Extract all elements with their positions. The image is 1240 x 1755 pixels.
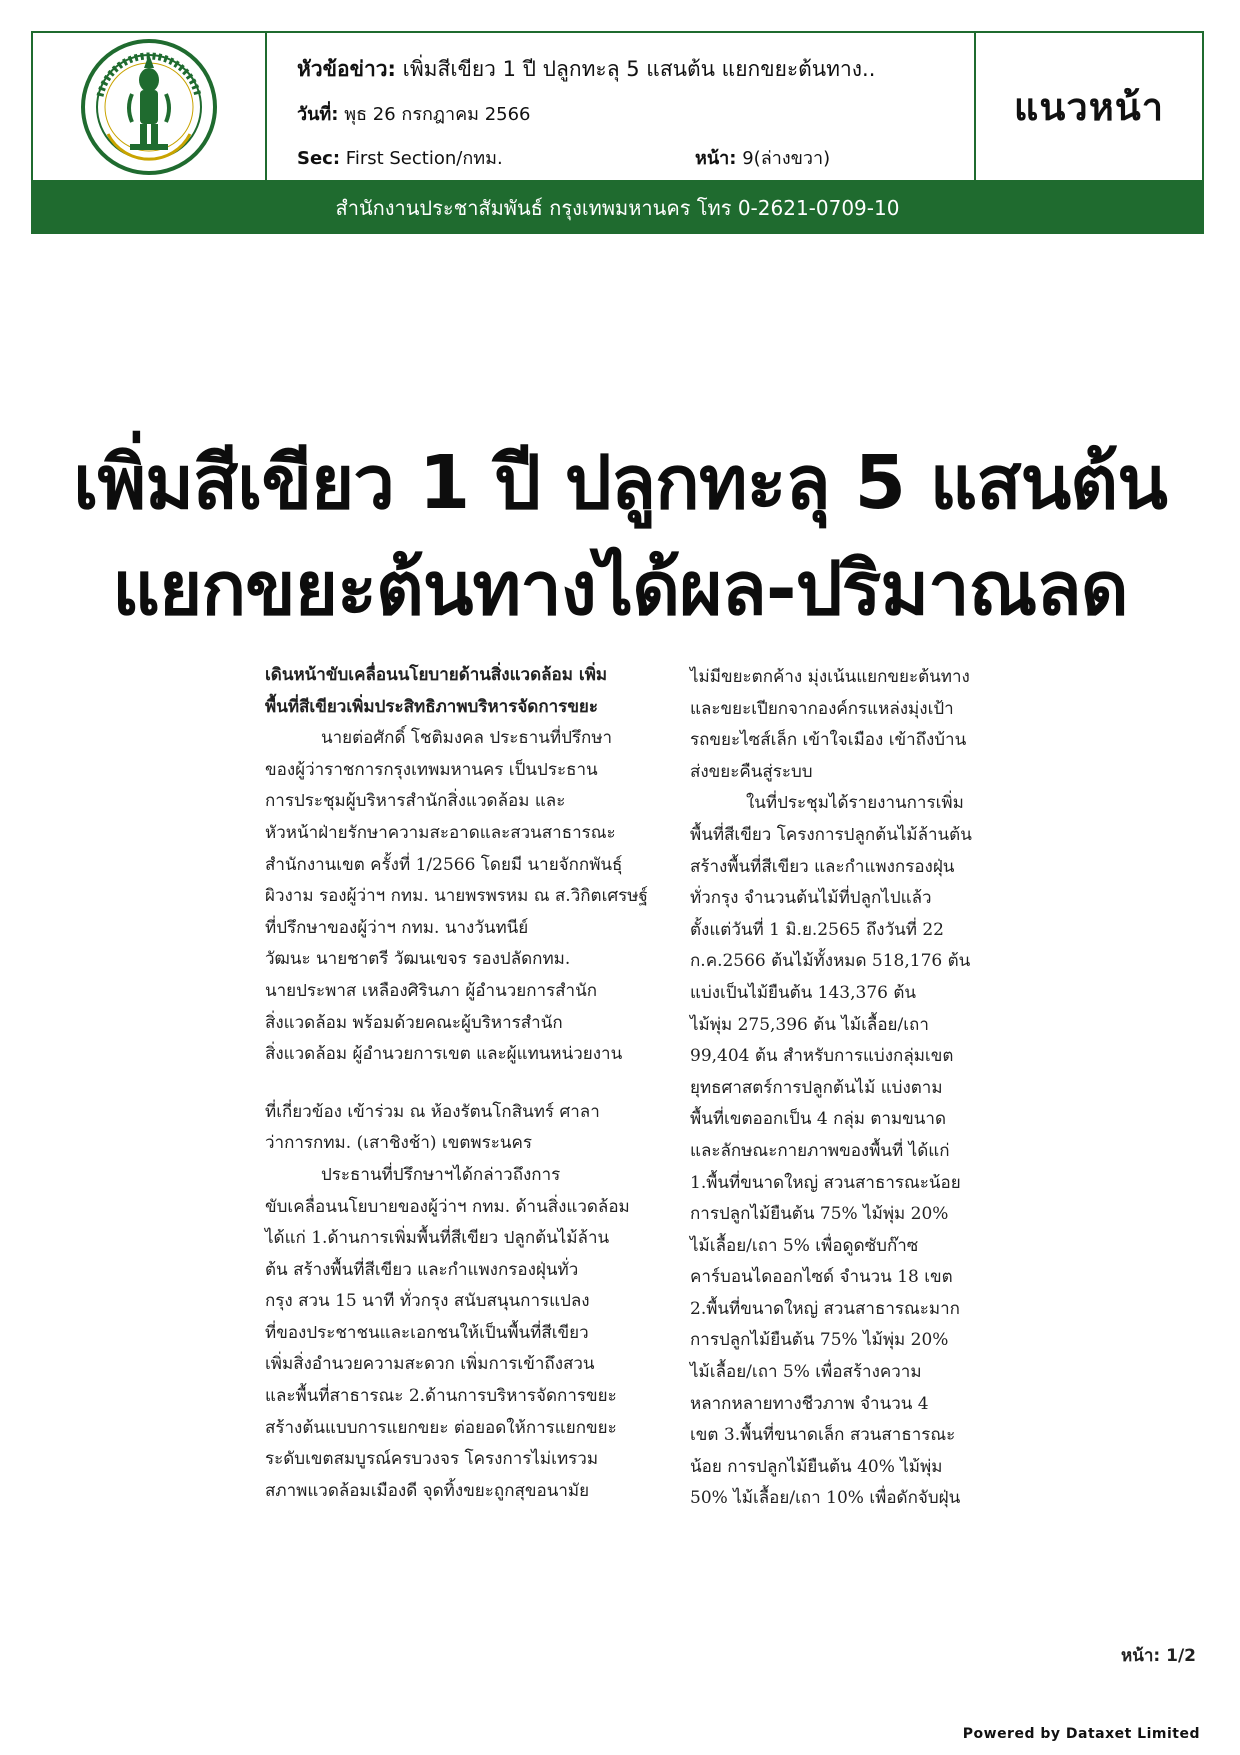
powered-by: Powered by Dataxet Limited xyxy=(962,1726,1200,1742)
page-number: หน้า: 1/2 xyxy=(1121,1646,1196,1666)
article-text-line: สิ่งแวดล้อม พร้อมด้วยคณะผู้บริหารสำนัก xyxy=(265,1012,563,1033)
headline-meta xyxy=(297,53,875,86)
page-meta xyxy=(695,143,830,172)
headline-label: หัวข้อข่าว: xyxy=(297,57,396,81)
title-line-2: แยกขยะต้นทางได้ผล-ปริมาณลด xyxy=(112,546,1128,632)
sec-label: Sec: xyxy=(297,148,341,169)
article-text-line: สร้างต้นแบบการแยกขยะ ต่อยอดให้การแยกขยะ xyxy=(265,1417,617,1438)
sec-value: First Section/กทม. xyxy=(345,148,503,169)
article-text-line: หลากหลายทางชีวภาพ จำนวน 4 xyxy=(690,1393,929,1414)
article-text-line: ก.ค.2566 ต้นไม้ทั้งหมด 518,176 ต้น xyxy=(690,951,971,972)
article-text-line: ตั้งแต่วันที่ 1 มิ.ย.2565 ถึงวันที่ 22 xyxy=(690,919,944,940)
article-text-line: ไม้เลื้อย/เถา 5% เพื่อดูดซับก๊าซ xyxy=(690,1235,919,1256)
bangkok-seal-icon xyxy=(80,38,218,176)
logo-cell xyxy=(33,33,267,180)
article-text-line: การปลูกไม้ยืนต้น 75% ไม้พุ่ม 20% xyxy=(690,1330,949,1351)
date-label: วันที่: xyxy=(297,104,339,125)
article-text-line: กรุง สวน 15 นาที ทั่วกรุง สนับสนุนการแปลง xyxy=(265,1291,590,1312)
article-text-line: ทั่วกรุง จำนวนต้นไม้ที่ปลูกไปแล้ว xyxy=(690,888,932,909)
article-text-line: และลักษณะกายภาพของพื้นที่ ได้แก่ xyxy=(690,1140,950,1161)
article-text-line: สภาพแวดล้อมเมืองดี จุดทิ้งขยะถูกสุขอนามัย xyxy=(265,1480,590,1501)
article-text-line: ระดับเขตสมบูรณ์ครบวงจร โครงการไม่เทรวม xyxy=(265,1449,599,1470)
article-text-line: รถขยะไซส์เล็ก เข้าใจเมือง เข้าถึงบ้าน xyxy=(690,730,967,751)
article-text-line: 50% ไม้เลื้อย/เถา 10% เพื่อดักจับฝุ่น xyxy=(690,1488,961,1509)
publication-name: แนวหน้า xyxy=(1013,85,1165,129)
article-text-line: ต้น สร้างพื้นที่สีเขียว และกำแพงกรองฝุ่นทั่ว xyxy=(265,1259,579,1280)
article-column-right xyxy=(690,662,1000,1515)
date-meta xyxy=(297,99,531,128)
article-text-line: พื้นที่สีเขียวเพิ่มประสิทธิภาพบริหารจัดการขยะ xyxy=(265,696,599,717)
page-value: 9(ล่างขวา) xyxy=(742,148,831,169)
article-text-line: ไม่มีขยะตกค้าง มุ่งเน้นแยกขยะต้นทาง xyxy=(690,667,970,687)
article-text-line: นายต่อศักดิ์ โชติมงคล ประธานที่ปรึกษา xyxy=(321,728,613,749)
article-text-line: เดินหน้าขับเคลื่อนนโยบายด้านสิ่งแวดล้อม เพิ่ม xyxy=(265,665,608,685)
page-label: หน้า: xyxy=(695,148,737,169)
article-text-line: คาร์บอนไดออกไซด์ จำนวน 18 เขต xyxy=(690,1267,953,1288)
article-text-line: ในที่ประชุมได้รายงานการเพิ่ม xyxy=(746,793,964,814)
headline-value: เพิ่มสีเขียว 1 ปี ปลูกทะลุ 5 แสนต้น แยกขยะต้นทาง.. xyxy=(402,57,876,81)
article-column-left xyxy=(265,660,665,1507)
article-text-line: ขับเคลื่อนนโยบายของผู้ว่าฯ กทม. ด้านสิ่งแวดล้อม xyxy=(265,1196,630,1217)
article-text-line: ที่ปรึกษาของผู้ว่าฯ กทม. นางวันทนีย์ xyxy=(265,917,529,938)
article-text-line: ประธานที่ปรึกษาฯได้กล่าวถึงการ xyxy=(321,1164,561,1185)
article-text-line: หัวหน้าฝ่ายรักษาความสะอาดและสวนสาธารณะ xyxy=(265,822,616,843)
article-text-line: นายประพาส เหลืองศิรินภา ผู้อำนวยการสำนัก xyxy=(265,980,598,1001)
article-text-line: ที่เกี่ยวข้อง เข้าร่วม ณ ห้องรัตนโกสินทร์ ศาลา xyxy=(265,1101,600,1122)
article-text-line: พื้นที่สีเขียว โครงการปลูกต้นไม้ล้านต้น xyxy=(690,824,972,845)
article-text-line: 1.พื้นที่ขนาดใหญ่ สวนสาธารณะน้อย xyxy=(690,1172,961,1193)
article-text-line: วัฒนะ นายชาตรี วัฒนเขจร รองปลัดกทม. xyxy=(265,949,571,970)
section-meta xyxy=(297,143,503,172)
article-text-line: ได้แก่ 1.ด้านการเพิ่มพื้นที่สีเขียว ปลูกต้นไม้ล้าน xyxy=(265,1228,610,1249)
article-text-line: ส่งขยะคืนสู่ระบบ xyxy=(690,761,813,782)
article-text-line: เขต 3.พื้นที่ขนาดเล็ก สวนสาธารณะ xyxy=(690,1425,956,1446)
article-text-line: และพื้นที่สาธารณะ 2.ด้านการบริหารจัดการขยะ xyxy=(265,1386,617,1407)
article-text-line: เพิ่มสิ่งอำนวยความสะดวก เพิ่มการเข้าถึงสวน xyxy=(265,1354,595,1375)
article-text-line: ไม้เลื้อย/เถา 5% เพื่อสร้างความ xyxy=(690,1362,922,1383)
article-text-line: ไม้พุ่ม 275,396 ต้น ไม้เลื้อย/เถา xyxy=(690,1014,929,1035)
article-text-line: แบ่งเป็นไม้ยืนต้น 143,376 ต้น xyxy=(690,982,917,1003)
article-text-line: สำนักงานเขต ครั้งที่ 1/2566 โดยมี นายจักกพันธุ์ xyxy=(265,854,623,875)
article-text-line: ที่ของประชาชนและเอกชนให้เป็นพื้นที่สีเขียว xyxy=(265,1322,589,1343)
article-text-line: สิ่งแวดล้อม ผู้อำนวยการเขต และผู้แทนหน่วยงาน xyxy=(265,1044,623,1065)
clipping-info xyxy=(267,33,976,180)
clipping-header xyxy=(31,31,1204,182)
article-text-line: ของผู้ว่าราชการกรุงเทพมหานคร เป็นประธาน xyxy=(265,759,598,780)
article-text-line: สร้างพื้นที่สีเขียว และกำแพงกรองฝุ่น xyxy=(690,856,955,877)
article-text-line: ผิวงาม รองผู้ว่าฯ กทม. นายพรพรหม ณ ส.วิกิตเศรษฐ์ xyxy=(265,886,648,907)
article-text-line: น้อย การปลูกไม้ยืนต้น 40% ไม้พุ่ม xyxy=(690,1456,943,1477)
article-text-line: การประชุมผู้บริหารสำนักสิ่งแวดล้อม และ xyxy=(265,791,566,812)
article-text-line: และขยะเปียกจากองค์กรแหล่งมุ่งเป้า xyxy=(690,698,954,719)
column-gap xyxy=(265,1071,665,1097)
article-text-line: ว่าการกทม. (เสาชิงช้า) เขตพระนคร xyxy=(265,1133,532,1154)
title-line-1: เพิ่มสีเขียว 1 ปี ปลูกทะลุ 5 แสนต้น xyxy=(73,440,1167,526)
article-text-line: 2.พื้นที่ขนาดใหญ่ สวนสาธารณะมาก xyxy=(690,1298,960,1319)
date-value: พุธ 26 กรกฎาคม 2566 xyxy=(344,104,531,125)
article-text-line: ยุทธศาสตร์การปลูกต้นไม้ แบ่งตาม xyxy=(690,1077,943,1098)
publication-cell xyxy=(976,33,1202,180)
article-text-line: 99,404 ต้น สำหรับการแบ่งกลุ่มเขต xyxy=(690,1046,954,1067)
contact-banner: สำนักงานประชาสัมพันธ์ กรุงเทพมหานคร โทร 0-2621-0709-10 xyxy=(31,182,1204,234)
article-title xyxy=(60,430,1180,642)
article-text-line: พื้นที่เขตออกเป็น 4 กลุ่ม ตามขนาด xyxy=(690,1109,947,1130)
article-text-line: การปลูกไม้ยืนต้น 75% ไม้พุ่ม 20% xyxy=(690,1204,949,1225)
